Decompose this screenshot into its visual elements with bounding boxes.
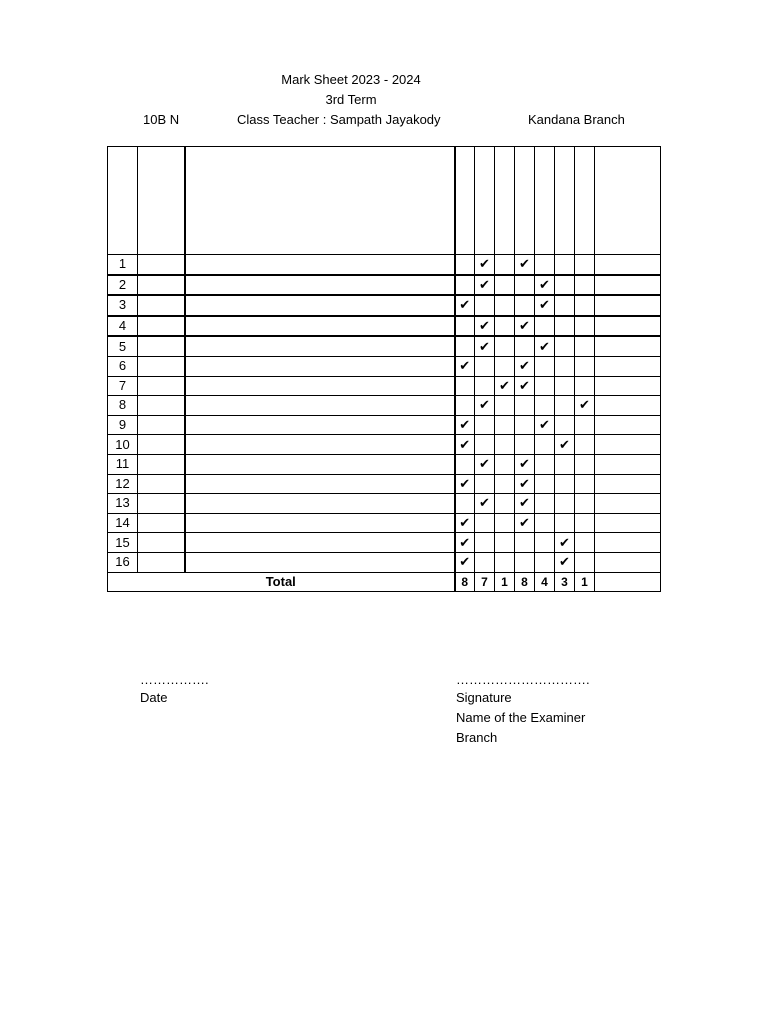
class-name: 10B N	[143, 112, 180, 127]
check-icon: ✔	[459, 359, 471, 375]
header-cell-subject	[535, 147, 555, 255]
mark-cell	[555, 356, 575, 376]
total-value: 4	[535, 572, 555, 592]
mark-cell	[575, 454, 595, 474]
mark-cell	[475, 336, 495, 356]
mark-cell	[575, 435, 595, 455]
row-number: 11	[108, 454, 138, 474]
student-name-cell	[185, 494, 455, 514]
header-cell-number	[108, 147, 138, 255]
check-icon: ✔	[519, 378, 530, 394]
check-icon: ✔	[559, 535, 570, 551]
branch-name: Kandana Branch	[528, 112, 625, 127]
header-cell-subject	[475, 147, 495, 255]
row-number: 15	[108, 533, 138, 553]
mark-cell	[455, 415, 475, 435]
mark-cell	[455, 533, 475, 553]
mark-cell	[535, 376, 555, 396]
mark-cell	[455, 316, 475, 337]
header-cell-remarks	[595, 147, 661, 255]
mark-cell	[575, 275, 595, 296]
row-number: 1	[108, 255, 138, 275]
mark-cell	[495, 415, 515, 435]
mark-cell	[455, 474, 475, 494]
mark-cell	[475, 275, 495, 296]
mark-cell	[575, 552, 595, 572]
mark-cell	[575, 295, 595, 316]
total-remarks-cell	[595, 572, 661, 592]
table-row	[108, 275, 661, 296]
mark-cell	[495, 494, 515, 514]
check-icon: ✔	[479, 257, 490, 273]
mark-cell	[555, 494, 575, 514]
mark-cell	[475, 474, 495, 494]
mark-cell	[515, 435, 535, 455]
mark-cell	[515, 494, 535, 514]
remarks-cell	[595, 376, 661, 396]
mark-cell	[515, 533, 535, 553]
mark-cell	[455, 513, 475, 533]
index-cell	[138, 275, 185, 296]
date-dots: …………….	[140, 672, 209, 687]
mark-cell	[455, 396, 475, 416]
mark-cell	[535, 295, 555, 316]
row-number: 9	[108, 415, 138, 435]
total-value: 1	[495, 572, 515, 592]
total-label: Total	[108, 572, 455, 592]
mark-cell	[455, 552, 475, 572]
check-icon: ✔	[519, 457, 530, 473]
index-cell	[138, 513, 185, 533]
table-row	[108, 494, 661, 514]
mark-cell	[515, 295, 535, 316]
mark-cell	[475, 415, 495, 435]
mark-cell	[475, 255, 495, 275]
mark-cell	[535, 316, 555, 337]
mark-cell	[475, 356, 495, 376]
mark-cell	[495, 533, 515, 553]
remarks-cell	[595, 474, 661, 494]
mark-cell	[555, 275, 575, 296]
mark-cell	[515, 415, 535, 435]
index-cell	[138, 454, 185, 474]
mark-cell	[575, 336, 595, 356]
student-name-cell	[185, 474, 455, 494]
mark-cell	[495, 435, 515, 455]
student-name-cell	[185, 396, 455, 416]
mark-cell	[555, 376, 575, 396]
remarks-cell	[595, 275, 661, 296]
mark-cell	[515, 454, 535, 474]
check-icon: ✔	[479, 496, 490, 512]
index-cell	[138, 376, 185, 396]
mark-cell	[575, 494, 595, 514]
check-icon: ✔	[559, 555, 570, 571]
mark-cell	[555, 255, 575, 275]
mark-cell	[515, 376, 535, 396]
index-cell	[138, 533, 185, 553]
mark-cell	[575, 255, 595, 275]
row-number: 14	[108, 513, 138, 533]
remarks-cell	[595, 316, 661, 337]
mark-cell	[515, 356, 535, 376]
total-value: 1	[575, 572, 595, 592]
index-cell	[138, 295, 185, 316]
remarks-cell	[595, 415, 661, 435]
mark-cell	[495, 513, 515, 533]
index-cell	[138, 474, 185, 494]
row-number: 13	[108, 494, 138, 514]
mark-cell	[555, 316, 575, 337]
mark-cell	[455, 275, 475, 296]
student-name-cell	[185, 513, 455, 533]
mark-cell	[495, 316, 515, 337]
check-icon: ✔	[579, 398, 590, 414]
mark-cell	[495, 336, 515, 356]
row-number: 3	[108, 295, 138, 316]
mark-cell	[555, 513, 575, 533]
student-name-cell	[185, 295, 455, 316]
mark-cell	[535, 336, 555, 356]
student-name-cell	[185, 316, 455, 337]
student-name-cell	[185, 275, 455, 296]
mark-cell	[535, 494, 555, 514]
mark-cell	[515, 474, 535, 494]
check-icon: ✔	[559, 437, 570, 453]
mark-cell	[535, 255, 555, 275]
term-label: 3rd Term	[325, 92, 377, 107]
mark-table	[107, 146, 661, 592]
check-icon: ✔	[459, 535, 471, 551]
table-row	[108, 336, 661, 356]
mark-cell	[475, 454, 495, 474]
mark-cell	[475, 435, 495, 455]
mark-cell	[475, 376, 495, 396]
check-icon: ✔	[519, 257, 530, 273]
mark-cell	[515, 396, 535, 416]
check-icon: ✔	[539, 298, 550, 314]
table-row	[108, 255, 661, 275]
check-icon: ✔	[539, 339, 550, 355]
mark-cell	[475, 552, 495, 572]
mark-cell	[555, 552, 575, 572]
student-name-cell	[185, 356, 455, 376]
mark-cell	[455, 255, 475, 275]
check-icon: ✔	[459, 476, 471, 492]
table-row	[108, 415, 661, 435]
check-icon: ✔	[519, 496, 530, 512]
mark-cell	[455, 435, 475, 455]
index-cell	[138, 356, 185, 376]
table-row	[108, 356, 661, 376]
table-row	[108, 316, 661, 337]
index-cell	[138, 435, 185, 455]
mark-cell	[455, 336, 475, 356]
total-value: 3	[555, 572, 575, 592]
student-name-cell	[185, 435, 455, 455]
student-name-cell	[185, 336, 455, 356]
remarks-cell	[595, 295, 661, 316]
check-icon: ✔	[459, 418, 471, 434]
index-cell	[138, 255, 185, 275]
check-icon: ✔	[519, 476, 530, 492]
check-icon: ✔	[459, 555, 471, 571]
mark-cell	[535, 415, 555, 435]
student-name-cell	[185, 255, 455, 275]
mark-cell	[575, 356, 595, 376]
mark-cell	[535, 533, 555, 553]
check-icon: ✔	[459, 298, 471, 314]
mark-cell	[575, 316, 595, 337]
mark-cell	[535, 435, 555, 455]
check-icon: ✔	[499, 378, 510, 394]
mark-cell	[475, 494, 495, 514]
remarks-cell	[595, 435, 661, 455]
student-name-cell	[185, 415, 455, 435]
check-icon: ✔	[539, 418, 550, 434]
mark-cell	[495, 376, 515, 396]
header-cell-subject	[455, 147, 475, 255]
signature-label: Signature	[456, 690, 512, 705]
index-cell	[138, 552, 185, 572]
table-row	[108, 376, 661, 396]
mark-cell	[475, 396, 495, 416]
mark-cell	[515, 336, 535, 356]
check-icon: ✔	[519, 359, 530, 375]
mark-cell	[575, 533, 595, 553]
mark-cell	[455, 494, 475, 514]
sheet-title: Mark Sheet 2023 - 2024	[281, 72, 421, 87]
mark-cell	[555, 396, 575, 416]
table-header-row	[108, 147, 661, 255]
mark-cell	[535, 454, 555, 474]
mark-cell	[475, 533, 495, 553]
mark-cell	[575, 513, 595, 533]
mark-cell	[555, 295, 575, 316]
check-icon: ✔	[479, 339, 490, 355]
mark-cell	[495, 474, 515, 494]
table-row	[108, 435, 661, 455]
student-name-cell	[185, 533, 455, 553]
mark-cell	[455, 454, 475, 474]
remarks-cell	[595, 552, 661, 572]
total-row	[108, 572, 661, 592]
mark-cell	[535, 474, 555, 494]
mark-cell	[475, 316, 495, 337]
index-cell	[138, 396, 185, 416]
check-icon: ✔	[519, 516, 530, 532]
mark-cell	[495, 295, 515, 316]
student-name-cell	[185, 454, 455, 474]
row-number: 7	[108, 376, 138, 396]
row-number: 6	[108, 356, 138, 376]
table-row	[108, 552, 661, 572]
remarks-cell	[595, 513, 661, 533]
row-number: 8	[108, 396, 138, 416]
mark-cell	[495, 552, 515, 572]
branch-label: Branch	[456, 730, 498, 745]
mark-cell	[455, 356, 475, 376]
mark-cell	[535, 275, 555, 296]
header-cell-index	[138, 147, 185, 255]
student-name-cell	[185, 376, 455, 396]
index-cell	[138, 336, 185, 356]
mark-cell	[575, 415, 595, 435]
check-icon: ✔	[479, 277, 490, 293]
mark-cell	[555, 454, 575, 474]
mark-cell	[455, 295, 475, 316]
remarks-cell	[595, 255, 661, 275]
mark-cell	[555, 474, 575, 494]
mark-cell	[555, 533, 575, 553]
remarks-cell	[595, 533, 661, 553]
mark-cell	[515, 316, 535, 337]
row-number: 16	[108, 552, 138, 572]
header-cell-subject	[575, 147, 595, 255]
mark-cell	[535, 396, 555, 416]
class-teacher: Class Teacher : Sampath Jayakody	[237, 112, 441, 127]
total-value: 8	[515, 572, 535, 592]
remarks-cell	[595, 494, 661, 514]
index-cell	[138, 415, 185, 435]
total-value: 7	[475, 572, 495, 592]
mark-cell	[495, 255, 515, 275]
mark-cell	[515, 513, 535, 533]
check-icon: ✔	[519, 319, 530, 335]
mark-cell	[555, 435, 575, 455]
mark-cell	[455, 376, 475, 396]
mark-cell	[495, 396, 515, 416]
header-cell-subject	[515, 147, 535, 255]
index-cell	[138, 494, 185, 514]
mark-cell	[495, 356, 515, 376]
signature-dots: ………………………….	[456, 672, 590, 687]
remarks-cell	[595, 336, 661, 356]
mark-cell	[495, 275, 515, 296]
mark-cell	[515, 255, 535, 275]
mark-cell	[515, 552, 535, 572]
header-cell-name	[185, 147, 455, 255]
mark-cell	[475, 513, 495, 533]
table-row	[108, 454, 661, 474]
mark-cell	[535, 513, 555, 533]
row-number: 5	[108, 336, 138, 356]
table-row	[108, 396, 661, 416]
row-number: 10	[108, 435, 138, 455]
remarks-cell	[595, 396, 661, 416]
mark-cell	[575, 474, 595, 494]
mark-cell	[515, 275, 535, 296]
total-value: 8	[455, 572, 475, 592]
check-icon: ✔	[479, 319, 490, 335]
table-row	[108, 295, 661, 316]
mark-cell	[575, 376, 595, 396]
header-cell-subject	[555, 147, 575, 255]
table-row	[108, 533, 661, 553]
student-name-cell	[185, 552, 455, 572]
mark-cell	[495, 454, 515, 474]
header-cell-subject	[495, 147, 515, 255]
examiner-label: Name of the Examiner	[456, 710, 586, 725]
mark-cell	[535, 552, 555, 572]
check-icon: ✔	[459, 516, 471, 532]
check-icon: ✔	[539, 277, 550, 293]
check-icon: ✔	[459, 437, 471, 453]
check-icon: ✔	[479, 398, 490, 414]
row-number: 4	[108, 316, 138, 337]
row-number: 2	[108, 275, 138, 296]
check-icon: ✔	[479, 457, 490, 473]
table-row	[108, 474, 661, 494]
mark-cell	[555, 336, 575, 356]
mark-cell	[535, 356, 555, 376]
remarks-cell	[595, 356, 661, 376]
row-number: 12	[108, 474, 138, 494]
table-row	[108, 513, 661, 533]
mark-cell	[575, 396, 595, 416]
index-cell	[138, 316, 185, 337]
mark-cell	[555, 415, 575, 435]
mark-cell	[475, 295, 495, 316]
date-label: Date	[140, 690, 168, 705]
remarks-cell	[595, 454, 661, 474]
